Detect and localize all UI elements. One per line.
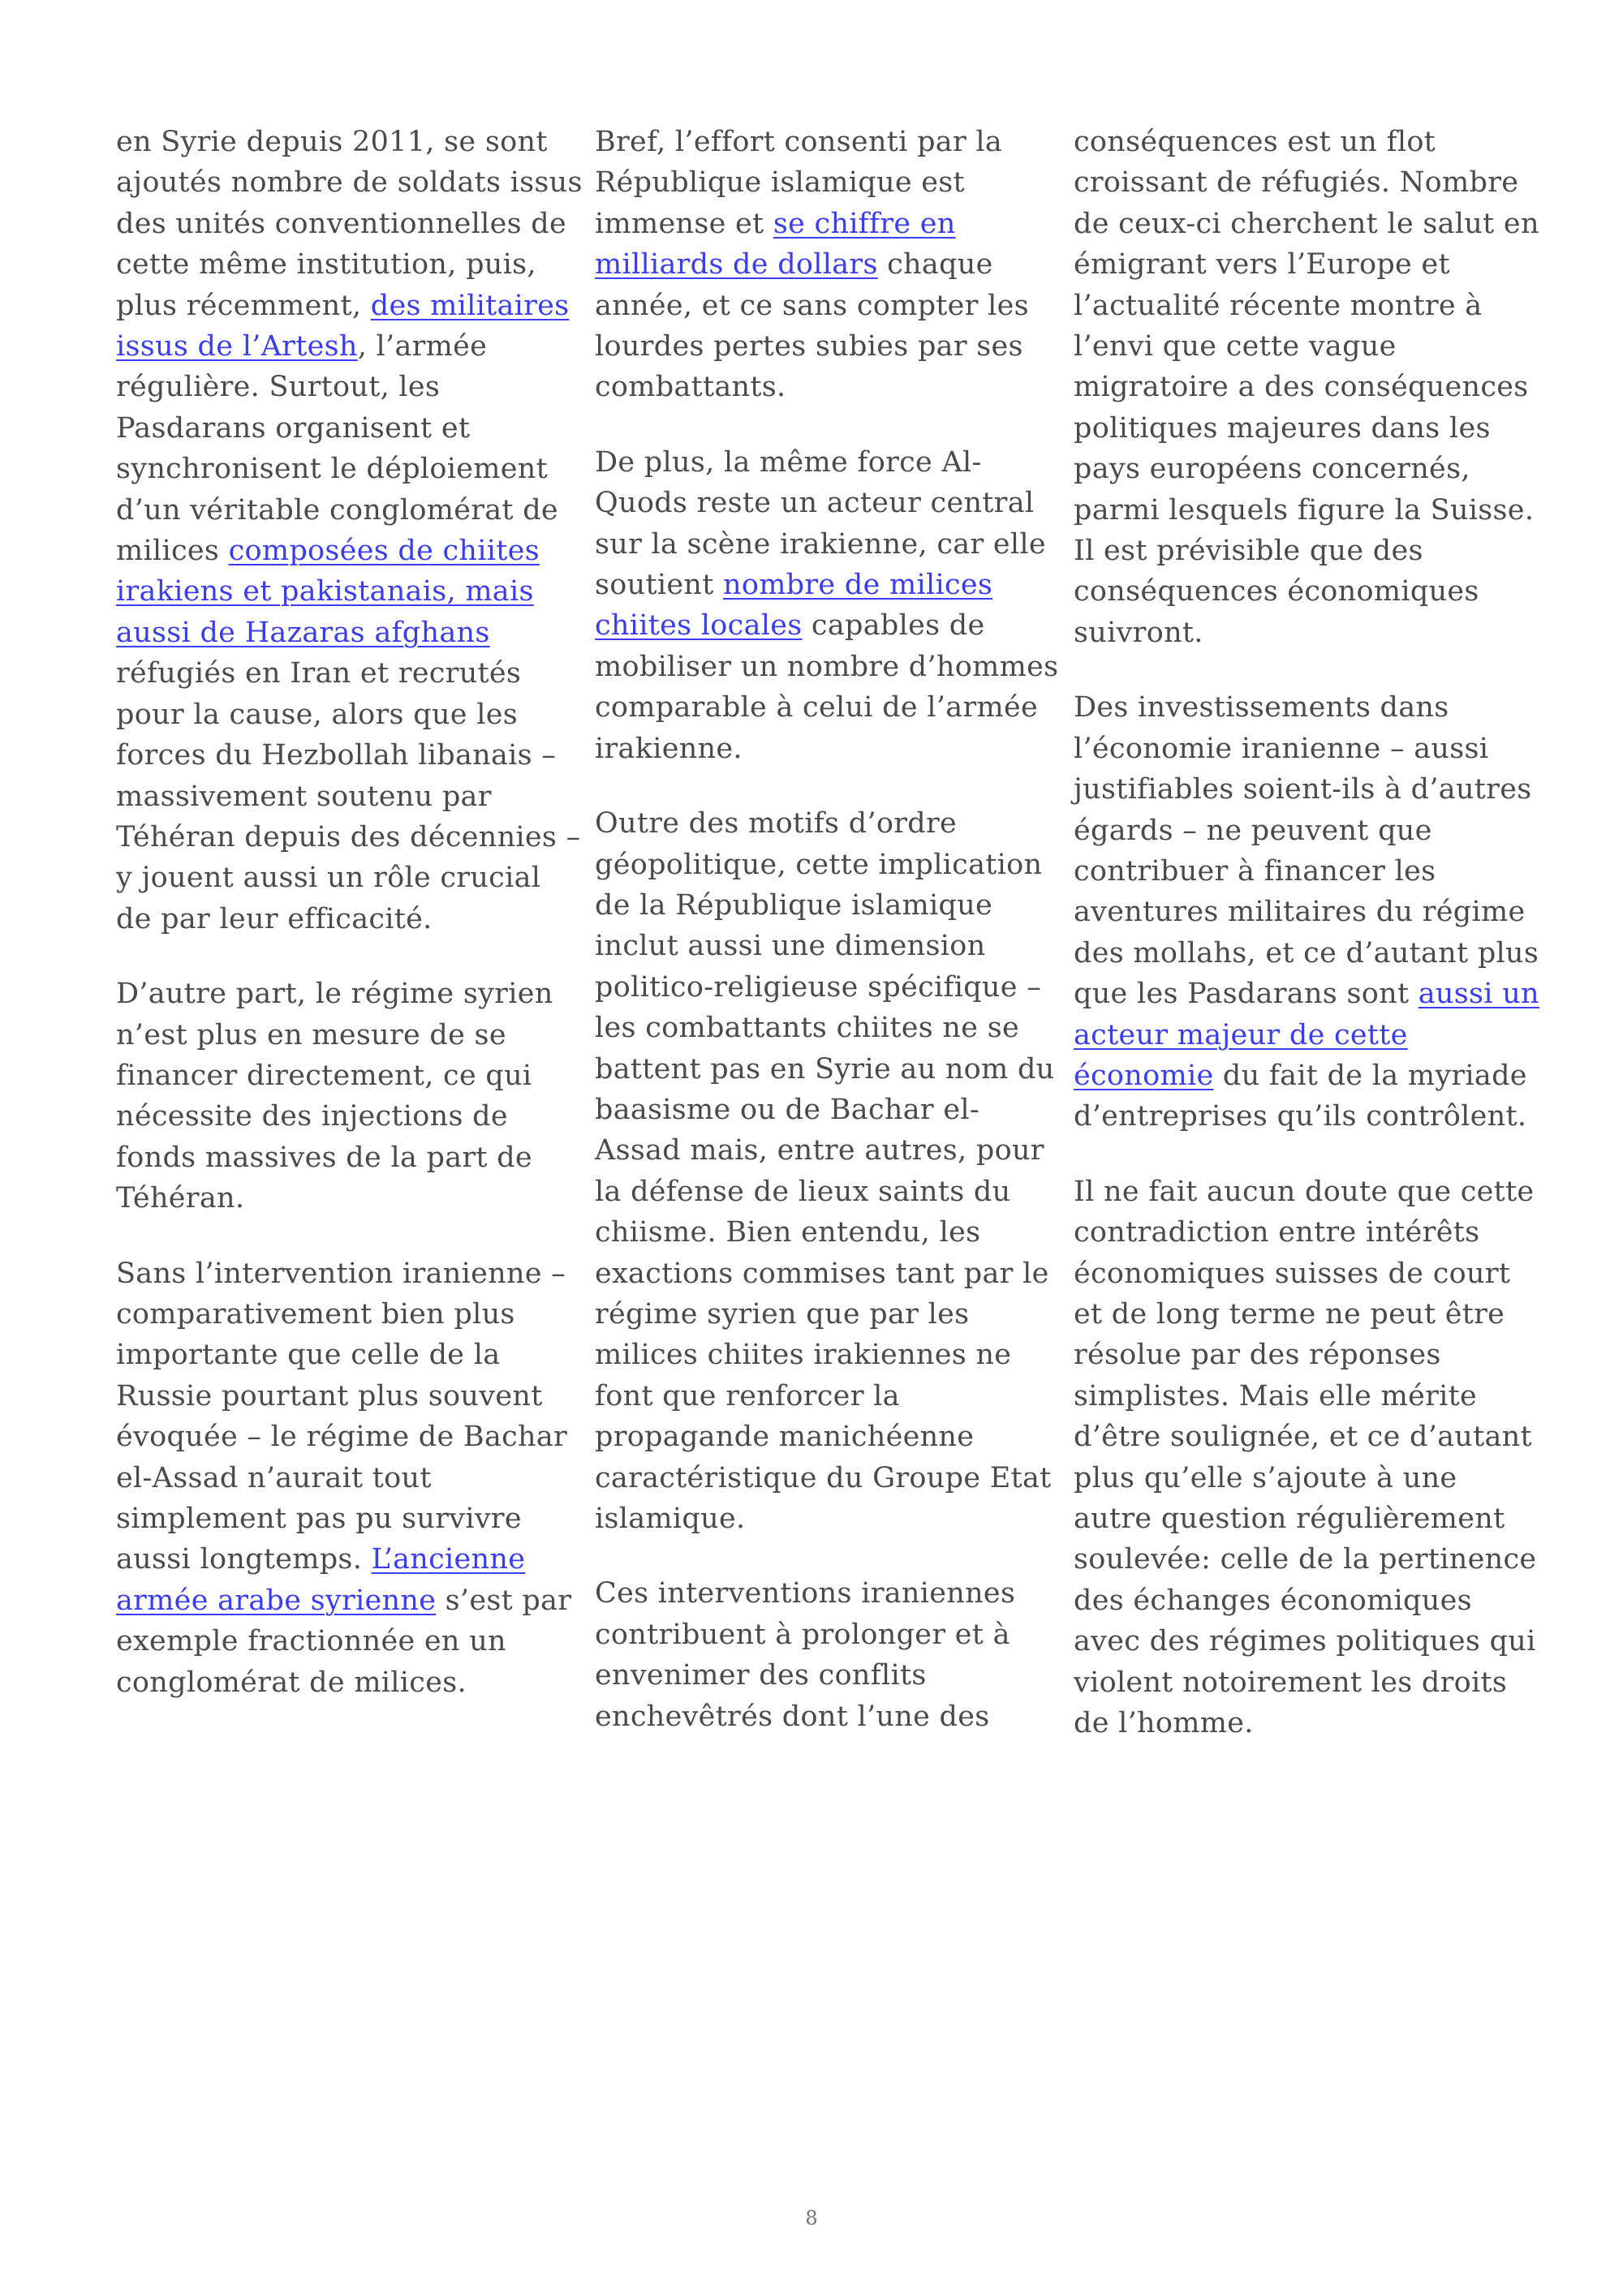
text-run: ajoutés nombre de soldats issus (116, 166, 583, 200)
text-line (595, 326, 1049, 367)
text-run: sur la scène irakienne, car elle (595, 527, 1046, 561)
text-line (595, 442, 1049, 483)
text-run: conséquences économiques (1074, 575, 1479, 608)
text-line (116, 490, 570, 531)
text-run: des échanges économiques (1074, 1584, 1472, 1617)
text-line (116, 326, 570, 367)
text-line (1074, 1621, 1536, 1662)
text-run: simplement pas pu survivre (116, 1503, 522, 1535)
text-line (116, 1096, 570, 1137)
text-line (1074, 892, 1528, 932)
text-run: de la République islamique (595, 888, 993, 922)
text-run: géopolitique, cette implication (595, 848, 1043, 881)
text-line (116, 449, 570, 489)
text-run: envenimer des conflits (595, 1659, 927, 1692)
text-line (595, 1615, 1049, 1655)
text-run: plus qu’elle s’ajoute à une (1074, 1461, 1457, 1494)
text-run: plus récemment, (116, 289, 371, 322)
text-run: politiques majeures dans les (1074, 411, 1491, 445)
text-run: contradiction entre intérêts (1074, 1216, 1480, 1249)
text-line (1074, 204, 1539, 244)
text-run: évoquée – le régime de Bachar (116, 1421, 568, 1454)
text-run: économiques suisses de court (1074, 1257, 1511, 1290)
paragraph (116, 122, 583, 939)
text-line (1074, 1580, 1528, 1621)
text-line (116, 1458, 570, 1498)
text-line (1074, 1294, 1528, 1335)
text-run: cette même institution, puis, (116, 248, 536, 282)
text-line (595, 1008, 1049, 1048)
text-line (595, 1090, 1049, 1130)
text-line (595, 1212, 1049, 1253)
hyperlink[interactable]: se chiffre en (773, 207, 956, 240)
text-line (1074, 1703, 1528, 1743)
text-line (1074, 531, 1528, 571)
text-line (116, 653, 570, 694)
text-line (116, 286, 570, 326)
text-run: Quods reste un acteur central (595, 487, 1035, 520)
text-run: réfugiés en Iran et recrutés (116, 657, 522, 690)
text-line (1074, 571, 1528, 612)
text-run: exactions commises tant par le (595, 1257, 1049, 1290)
text-run: soutient (595, 569, 723, 602)
text-line (1074, 851, 1528, 892)
text-line (116, 817, 581, 858)
text-line (116, 531, 570, 571)
paragraph (116, 974, 570, 1219)
text-line (116, 1178, 570, 1219)
text-run: Outre des motifs d’ordre (595, 807, 958, 841)
text-run: République islamique est (595, 166, 965, 200)
hyperlink[interactable]: économie (1074, 1059, 1214, 1092)
text-line (1074, 1212, 1528, 1253)
text-run: , l’armée (357, 330, 488, 363)
text-line (116, 408, 570, 449)
text-line (116, 1015, 570, 1056)
text-run: Pasdarans organisent et (116, 411, 471, 445)
text-line (116, 244, 570, 285)
text-line (1074, 122, 1528, 162)
text-run: conséquences est un flot (1074, 126, 1436, 158)
text-run: avec des régimes politiques qui (1074, 1625, 1536, 1658)
text-line (595, 1049, 1055, 1090)
text-line (116, 367, 570, 407)
paragraph (1074, 122, 1539, 653)
text-line (1074, 326, 1528, 367)
text-run: année, et ce sans compter les (595, 289, 1029, 322)
hyperlink[interactable]: aussi un (1418, 978, 1539, 1011)
text-run: suivront. (1074, 616, 1203, 649)
text-line (1074, 1417, 1532, 1457)
text-run: battent pas en Syrie au nom du (595, 1052, 1055, 1086)
text-line (116, 735, 570, 776)
text-run: s’est par (436, 1584, 572, 1617)
text-run: égards – ne peuvent que (1074, 814, 1432, 847)
text-run: Téhéran. (116, 1182, 245, 1215)
text-line (116, 1498, 570, 1539)
text-line (595, 926, 1049, 966)
text-run: combattants. (595, 371, 786, 404)
text-line (116, 776, 570, 817)
text-line (1074, 1335, 1528, 1375)
text-line (116, 122, 570, 162)
text-run: comparativement bien plus (116, 1297, 515, 1331)
text-line (116, 162, 583, 203)
text-run: régime syrien que par les (595, 1297, 970, 1331)
text-line (595, 687, 1049, 728)
text-line (595, 803, 1049, 844)
text-run: exemple fractionnée en un (116, 1625, 506, 1658)
text-line (116, 1376, 570, 1417)
text-line (595, 1458, 1052, 1498)
text-run: massivement soutenu par (116, 780, 492, 813)
text-run: des mollahs, et ce d’autant plus (1074, 936, 1539, 970)
text-line (595, 1417, 1049, 1457)
text-line (116, 1580, 570, 1621)
text-run: contribuer à financer les (1074, 854, 1436, 888)
text-run: violent notoirement les droits (1074, 1666, 1508, 1699)
text-line (116, 1253, 570, 1294)
text-run: pays européens concernés, (1074, 453, 1470, 486)
text-run: Il ne fait aucun doute que cette (1074, 1175, 1535, 1208)
text-line (116, 1294, 570, 1335)
text-run: capables de (802, 609, 985, 643)
text-run: inclut aussi une dimension (595, 930, 986, 963)
text-line (595, 1172, 1049, 1212)
paragraph (595, 1573, 1049, 1737)
text-run: irakienne. (595, 732, 743, 765)
hyperlink[interactable]: nombre de milices (722, 569, 993, 602)
text-line (595, 1130, 1049, 1171)
text-run: chiisme. Bien entendu, les (595, 1216, 981, 1249)
text-line (116, 613, 570, 653)
text-line (595, 122, 1049, 162)
text-line (116, 1056, 570, 1096)
text-run: émigrant vers l’Europe et (1074, 248, 1450, 282)
hyperlink[interactable]: acteur majeur de cette (1074, 1018, 1408, 1051)
text-run: aussi longtemps. (116, 1543, 372, 1576)
text-run: justifiables soient-ils à d’autres (1074, 773, 1532, 806)
paragraph (1074, 687, 1539, 1137)
text-line (595, 244, 1049, 285)
text-line (595, 1376, 1049, 1417)
text-line (1074, 687, 1528, 728)
text-line (1074, 1015, 1528, 1056)
text-line (595, 885, 1049, 926)
text-line (1074, 810, 1528, 851)
text-line (116, 1662, 570, 1703)
text-line (1074, 729, 1528, 769)
text-column-2 (595, 122, 1059, 1771)
hyperlink[interactable]: aussi de Hazaras afghans (116, 616, 490, 649)
hyperlink[interactable]: issus de l’Artesh (116, 330, 358, 363)
text-line (1074, 1096, 1528, 1137)
text-run: la défense de lieux saints du (595, 1175, 1011, 1208)
text-line (595, 1655, 1049, 1696)
text-line (595, 1294, 1049, 1335)
text-run: simplistes. Mais elle mérite (1074, 1379, 1478, 1412)
hyperlink[interactable]: armée arabe syrienne (116, 1584, 437, 1617)
text-run: les combattants chiites ne se (595, 1012, 1019, 1045)
text-run: forces du Hezbollah libanais – (116, 739, 557, 772)
text-run: Russie pourtant plus souvent (116, 1379, 543, 1412)
text-run: milices chiites irakiennes ne (595, 1339, 1012, 1372)
text-run: nécessite des injections de (116, 1100, 508, 1133)
text-line (1074, 1253, 1528, 1294)
text-line (595, 286, 1049, 326)
hyperlink[interactable]: irakiens et pakistanais, mais (116, 575, 534, 608)
text-line (595, 524, 1049, 565)
text-line (116, 204, 570, 244)
text-line (1074, 1376, 1528, 1417)
text-run: n’est plus en mesure de se (116, 1018, 506, 1051)
text-run: immense et (595, 207, 773, 240)
text-line (595, 1335, 1049, 1375)
text-run: Sans l’intervention iranienne – (116, 1257, 566, 1290)
text-line (595, 845, 1049, 885)
text-run: Il est prévisible que des (1074, 535, 1423, 568)
text-line (116, 1621, 570, 1662)
text-run: régulière. Surtout, les (116, 371, 441, 404)
text-line (1074, 162, 1528, 203)
text-line (595, 162, 1049, 203)
text-run: croissant de réfugiés. Nombre (1074, 166, 1519, 200)
paragraph (595, 442, 1059, 769)
text-line (1074, 367, 1528, 407)
text-run: l’économie iranienne – aussi (1074, 732, 1489, 765)
text-line (1074, 286, 1528, 326)
text-line (116, 1417, 570, 1457)
text-run: enchevêtrés dont l’une des (595, 1700, 990, 1733)
text-line (1074, 244, 1528, 285)
text-line (116, 974, 570, 1014)
text-line (1074, 933, 1539, 974)
text-line (595, 204, 1049, 244)
text-run: fonds massives de la part de (116, 1141, 532, 1174)
paragraph (1074, 1172, 1537, 1744)
hyperlink[interactable]: composées de chiites (228, 535, 540, 568)
text-line (1074, 613, 1528, 653)
text-run: el-Assad n’aurait tout (116, 1461, 432, 1494)
text-run: Ces interventions iraniennes (595, 1577, 1016, 1610)
text-line (595, 367, 1049, 407)
text-run: comparable à celui de l’armée (595, 691, 1039, 724)
hyperlink[interactable]: milliards de dollars (595, 248, 878, 282)
text-run: importante que celle de la (116, 1339, 501, 1372)
text-run: chaque (877, 248, 993, 282)
text-run: synchronisent le déploiement (116, 453, 548, 486)
text-run: Des investissements dans (1074, 691, 1449, 724)
text-line (1074, 449, 1528, 489)
hyperlink[interactable]: des militaires (370, 289, 570, 322)
text-run: propagande manichéenne (595, 1421, 975, 1454)
text-line (595, 729, 1049, 769)
text-run: y jouent aussi un rôle crucial (116, 862, 541, 895)
text-run: d’entreprises qu’ils contrôlent. (1074, 1100, 1527, 1133)
text-run: islamique. (595, 1503, 746, 1535)
text-run: de par leur efficacité. (116, 902, 433, 935)
text-line (116, 571, 570, 612)
text-run: Téhéran depuis des décennies – (116, 820, 581, 853)
text-line (1074, 408, 1528, 449)
text-line (1074, 490, 1535, 531)
hyperlink[interactable]: L’ancienne (371, 1543, 526, 1576)
text-run: d’être soulignée, et ce d’autant (1074, 1421, 1532, 1454)
text-run: Assad mais, entre autres, pour (595, 1134, 1044, 1167)
text-line (1074, 1539, 1537, 1580)
text-line (116, 858, 570, 898)
text-line (116, 1137, 570, 1178)
text-column-1 (116, 122, 583, 1737)
paragraph (595, 803, 1055, 1539)
text-run: D’autre part, le régime syrien (116, 978, 553, 1011)
text-run: d’un véritable conglomérat de (116, 493, 558, 527)
text-run: pour la cause, alors que les (116, 698, 518, 731)
text-line (1074, 1662, 1528, 1703)
hyperlink[interactable]: chiites locales (595, 609, 803, 643)
text-column-3 (1074, 122, 1539, 1778)
text-line (1074, 1458, 1528, 1498)
text-run: font que renforcer la (595, 1379, 900, 1412)
text-run: caractéristique du Groupe Etat (595, 1461, 1052, 1494)
text-run: résolue par des réponses (1074, 1339, 1441, 1372)
text-run: Bref, l’effort consenti par la (595, 126, 1003, 158)
text-run: politico-religieuse spécifique – (595, 970, 1042, 1004)
text-line (1074, 1172, 1535, 1212)
text-line (595, 1253, 1049, 1294)
text-run: mobiliser un nombre d’hommes (595, 650, 1059, 683)
text-line (595, 605, 1049, 646)
text-run: l’actualité récente montre à (1074, 289, 1483, 322)
text-line (1074, 974, 1539, 1014)
text-line (116, 1539, 570, 1580)
text-line (1074, 1056, 1528, 1096)
text-line (595, 483, 1049, 523)
text-run: migratoire a des conséquences (1074, 371, 1529, 404)
text-run: parmi lesquels figure la Suisse. (1074, 493, 1535, 527)
text-run: autre question régulièrement (1074, 1503, 1505, 1535)
page-number: 8 (805, 2207, 818, 2229)
text-line (116, 899, 570, 939)
text-line (595, 1696, 1049, 1737)
text-run: baasisme ou de Bachar el- (595, 1093, 979, 1126)
text-line (1074, 769, 1532, 810)
text-run: contribuent à prolonger et à (595, 1618, 1010, 1651)
text-line (595, 967, 1049, 1008)
text-run: en Syrie depuis 2011, se sont (116, 126, 548, 158)
text-run: l’envi que cette vague (1074, 330, 1397, 363)
text-run: lourdes pertes subies par ses (595, 330, 1023, 363)
text-line (595, 565, 1049, 605)
text-line (595, 647, 1059, 687)
text-run: du fait de la myriade (1213, 1059, 1527, 1092)
text-run: que les Pasdarans sont (1074, 978, 1419, 1011)
text-run: financer directement, ce qui (116, 1059, 532, 1092)
text-line (116, 694, 570, 735)
text-line (595, 1498, 1049, 1539)
text-line (116, 1335, 570, 1375)
text-run: aventures militaires du régime (1074, 896, 1526, 929)
text-run: des unités conventionnelles de (116, 207, 567, 240)
paragraph (116, 1253, 570, 1703)
paragraph (595, 122, 1049, 408)
text-run: de ceux-ci cherchent le salut en (1074, 207, 1539, 240)
text-run: conglomérat de milices. (116, 1666, 467, 1699)
text-run: milices (116, 535, 229, 568)
text-line (1074, 1498, 1528, 1539)
text-run: De plus, la même force Al- (595, 445, 982, 479)
text-line (595, 1573, 1049, 1614)
text-run: de l’homme. (1074, 1707, 1254, 1740)
text-run: et de long terme ne peut être (1074, 1297, 1505, 1331)
text-run: soulevée: celle de la pertinence (1074, 1543, 1537, 1576)
